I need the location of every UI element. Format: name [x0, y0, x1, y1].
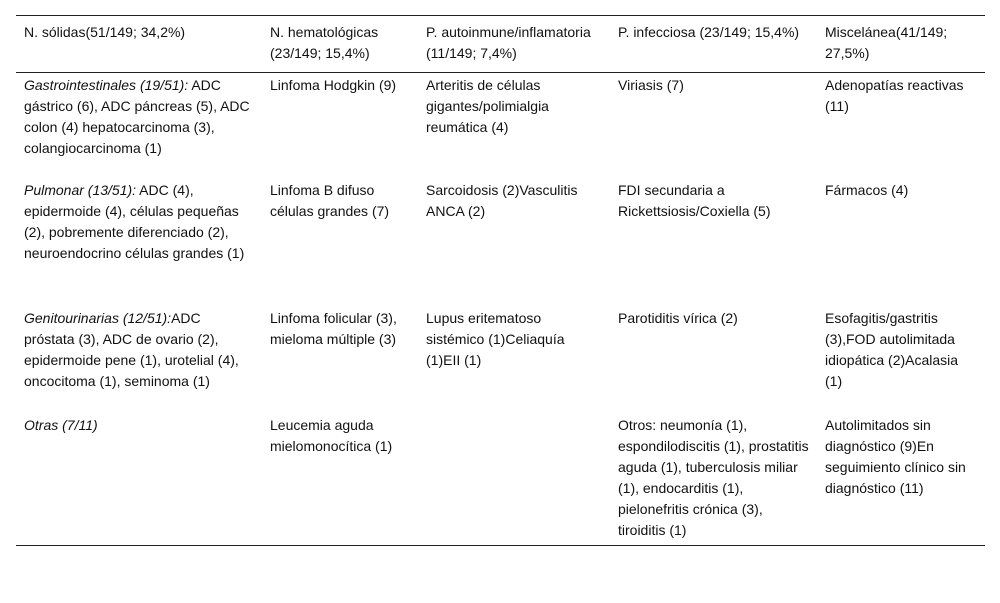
cell-solid [16, 73, 262, 180]
category-label: Pulmonar (13/51): [24, 181, 137, 198]
cell-infectious: Parotiditis vírica (2) [618, 309, 738, 326]
cell-miscellaneous: Autolimitados sin diagnóstico (9)En seguimiento clínico sin diagnóstico (11) [825, 416, 966, 496]
cell-solid [16, 308, 262, 415]
cell-autoimmune: Sarcoidosis (2)Vasculitis ANCA (2) [426, 181, 578, 219]
table-row [16, 180, 985, 308]
cell-infectious: Otros: neumonía (1), espondilodiscitis (1), prostatitis aguda (1), tuberculosis miliar (1), endocarditis (1), pielonefritis crónica (3), tiroiditis (1) [618, 416, 809, 538]
cell-miscellaneous: Esofagitis/gastritis (3),FOD autolimitada idiopática (2)Acalasia (1) [825, 309, 959, 389]
cell-hematologic: Linfoma folicular (3), mieloma múltiple (3) [270, 309, 397, 347]
cell-solid [16, 415, 262, 546]
cell-miscellaneous: Adenopatías reactivas (11) [825, 77, 964, 114]
cell-solid [16, 180, 262, 308]
cell-miscellaneous: Fármacos (4) [825, 181, 909, 198]
category-label: Otras (7/11) [24, 416, 98, 433]
header-hematologic-neoplasms: N. hematológicas (23/149; 15,4%) [270, 24, 379, 61]
header-autoimmune-inflammatory: P. autoinmune/inflamatoria (11/149; 7,4%) [426, 24, 591, 61]
cell-text: ADC próstata (3), ADC de ovario (2), epidermoide pene (1), urotelial (4), oncocitoma (1), seminoma (1) [24, 309, 239, 389]
category-label: Gastrointestinales (19/51): [24, 77, 189, 93]
cell-infectious: Viriasis (7) [618, 77, 684, 93]
cell-autoimmune: Arteritis de células gigantes/polimialgia reumática (4) [426, 77, 549, 135]
header-infectious: P. infecciosa (23/149; 15,4%) [618, 24, 800, 40]
cell-text: ADC gástrico (6), ADC páncreas (5), ADC colon (4) hepatocarcinoma (3), colangiocarcinoma (1) [24, 77, 250, 156]
cell-text: ADC (4), epidermoide (4), células pequeñas (2), pobremente diferenciado (2), neuroendocrino células grandes (1) [24, 181, 245, 261]
table-header [16, 16, 985, 73]
header-miscellaneous: Miscelánea(41/149; 27,5%) [825, 24, 948, 61]
table-row [16, 73, 985, 180]
cell-autoimmune: Lupus eritematoso sistémico (1)Celiaquía (1)EII (1) [426, 309, 565, 368]
diagnosis-table [16, 15, 985, 546]
table-row [16, 415, 985, 546]
cell-hematologic: Linfoma Hodgkin (9) [270, 77, 397, 93]
cell-hematologic: Linfoma B difuso células grandes (7) [270, 181, 390, 219]
category-label: Genitourinarias (12/51): [24, 309, 172, 326]
table-container [16, 15, 985, 546]
table-body [16, 73, 985, 546]
cell-autoimmune [418, 415, 610, 546]
header-solid-neoplasms: N. sólidas(51/149; 34,2%) [24, 24, 186, 40]
table-row [16, 308, 985, 415]
cell-infectious: FDI secundaria a Rickettsiosis/Coxiella (5) [618, 181, 771, 219]
header-row [16, 16, 985, 73]
cell-hematologic: Leucemia aguda mielomonocítica (1) [270, 416, 393, 454]
